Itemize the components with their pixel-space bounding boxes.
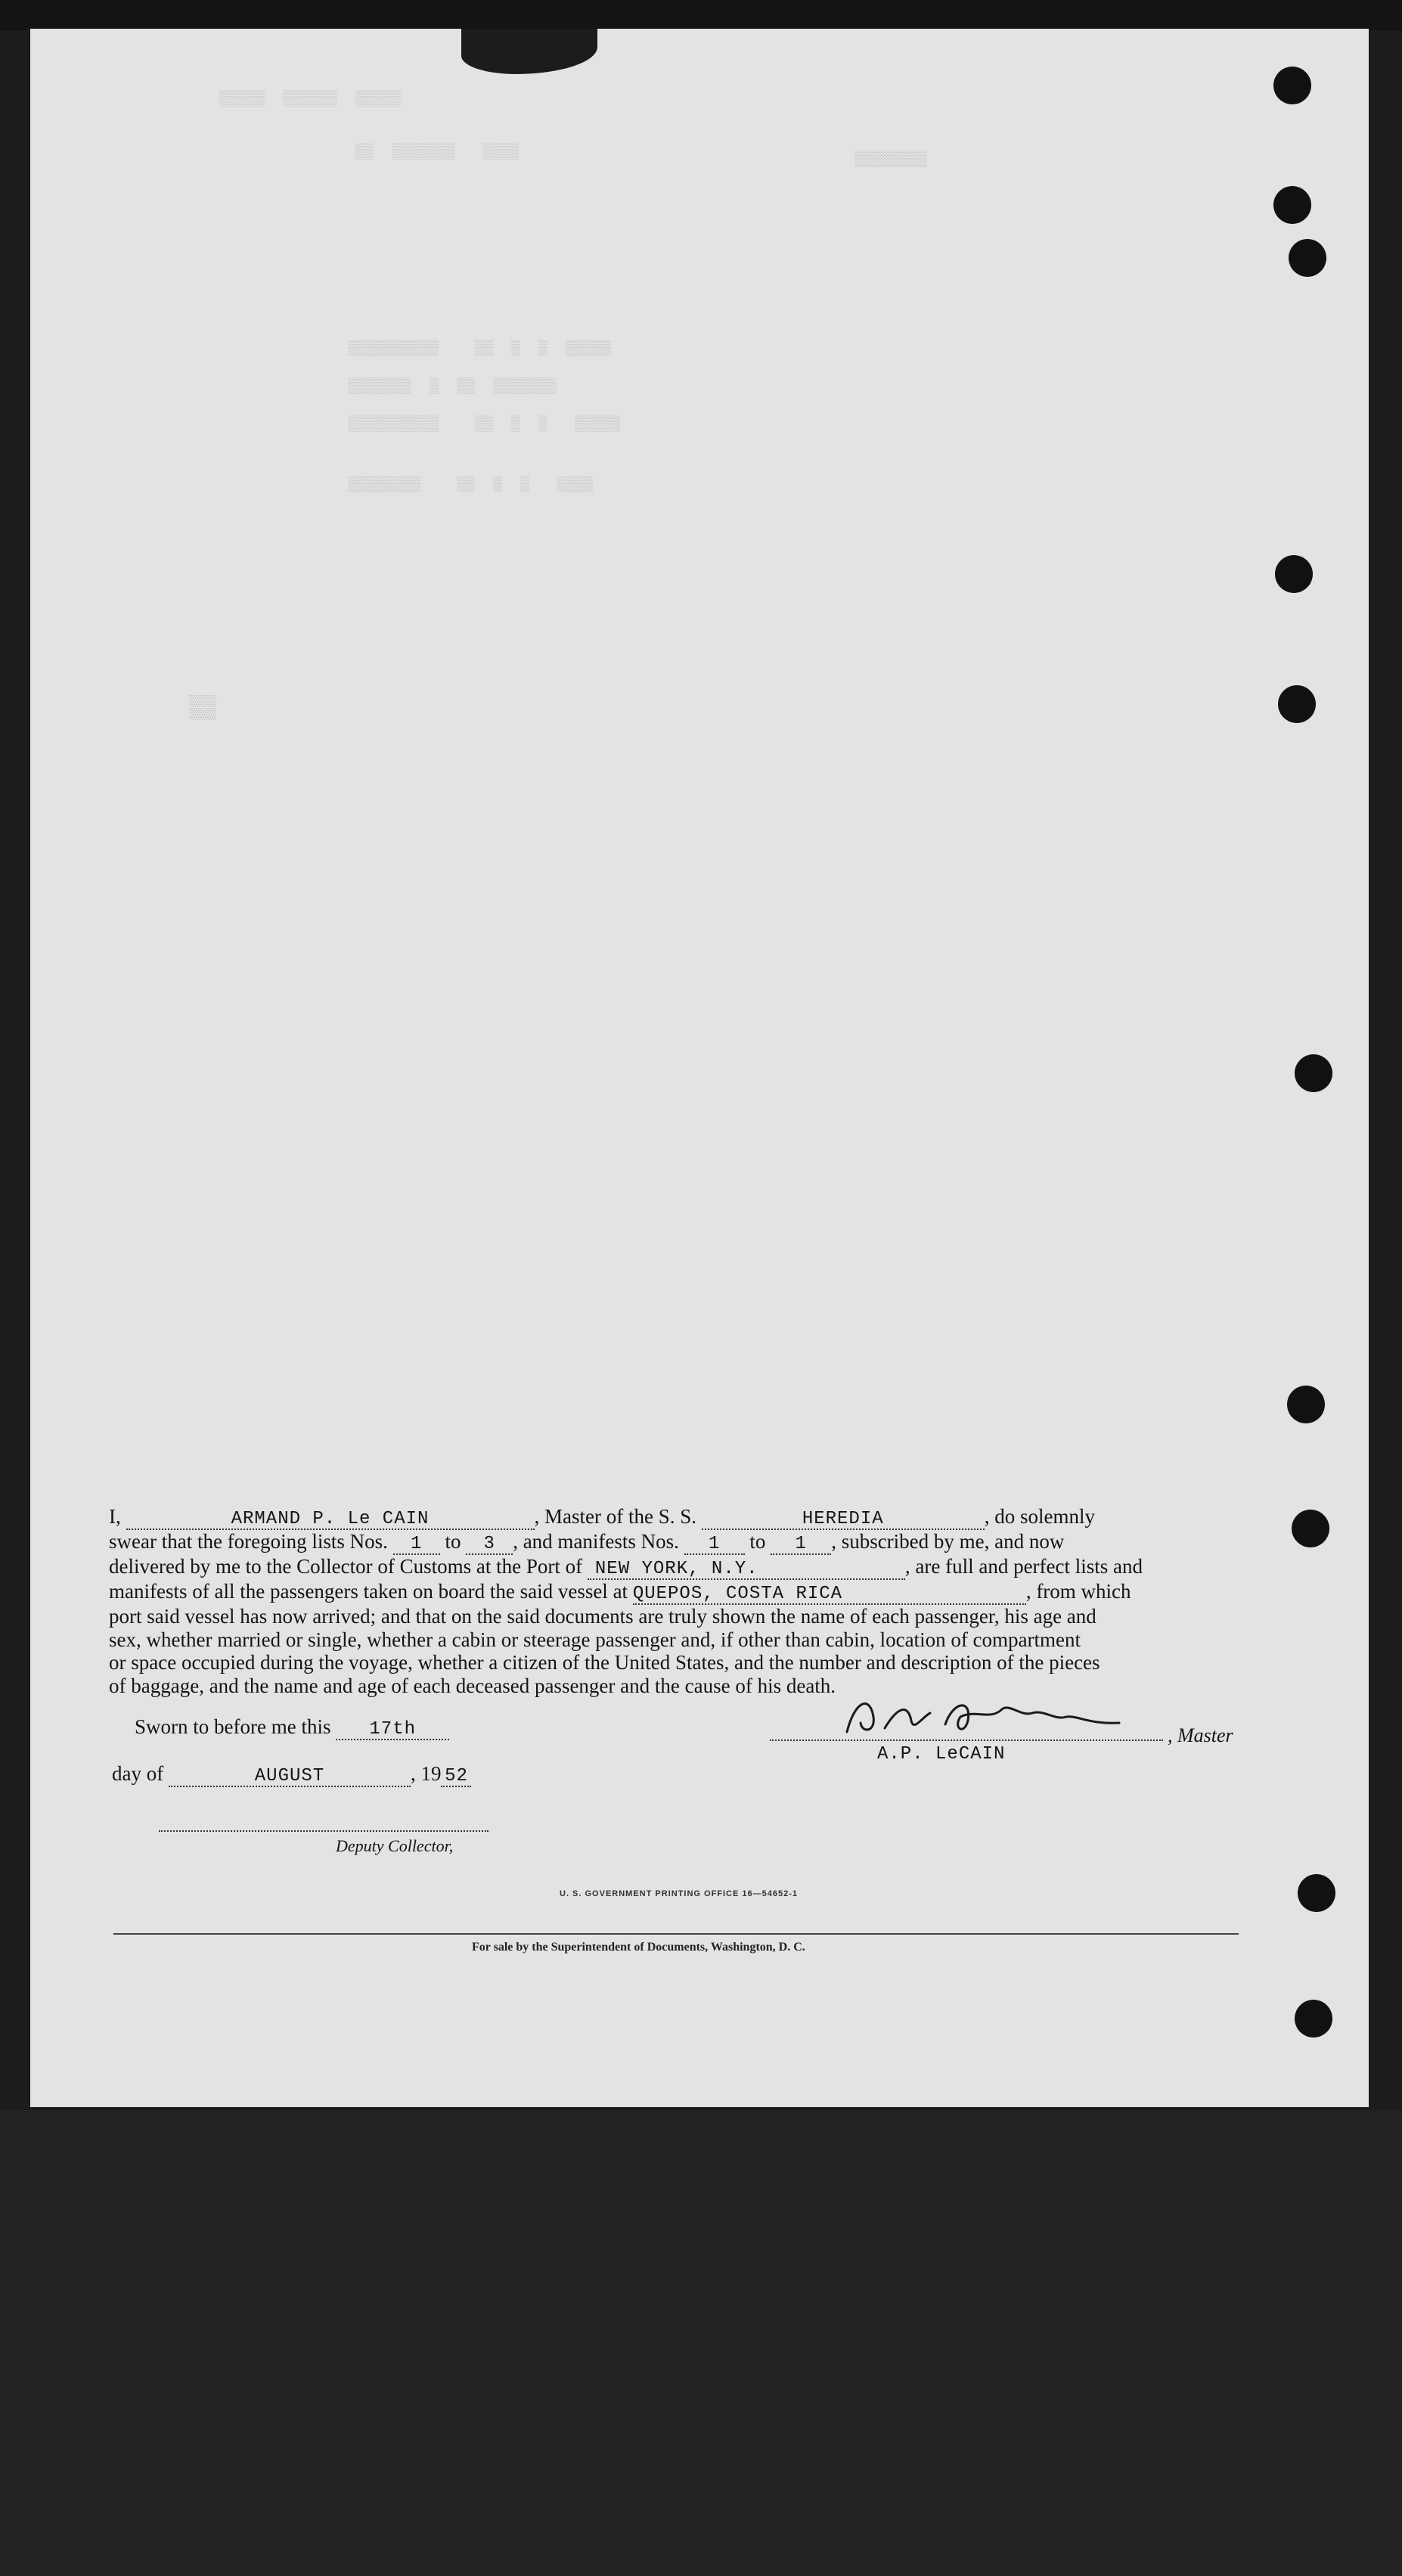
sworn-label: Sworn to before me this	[135, 1715, 331, 1738]
day-of-line	[112, 1762, 471, 1787]
film-border-top	[0, 0, 1402, 30]
list-from-field: 1	[393, 1535, 440, 1555]
sworn-day-field: 17th	[336, 1721, 449, 1740]
year-prefix: , 19	[410, 1762, 442, 1785]
oath-text: I,	[109, 1505, 121, 1528]
footer-rule	[113, 1933, 1239, 1935]
deputy-collector-label: Deputy Collector,	[336, 1836, 454, 1855]
binder-hole	[1273, 67, 1311, 104]
oath-line-7: or space occupied during the voyage, whether a citizen of the United States, and the number and description of the pieces	[109, 1651, 1100, 1674]
oath-line-1	[109, 1505, 1240, 1530]
oath-text: delivered by me to the Collector of Customs at the Port of	[109, 1555, 583, 1578]
oath-paragraph	[109, 1505, 1240, 1697]
vessel-name-field: HEREDIA	[702, 1510, 985, 1530]
oath-text: to	[445, 1530, 461, 1553]
film-border-bottom	[0, 2110, 1402, 2576]
master-signature-line	[770, 1740, 1163, 1741]
oath-text: , and manifests Nos.	[513, 1530, 679, 1553]
oath-text: , Master of the S. S.	[534, 1505, 696, 1528]
oath-text: , are full and perfect lists and	[904, 1555, 1143, 1578]
oath-text: manifests of all the passengers taken on board the said vessel at	[109, 1580, 628, 1603]
binder-hole	[1292, 1510, 1329, 1547]
master-name-field: ARMAND P. Le CAIN	[126, 1510, 535, 1530]
handwritten-signature	[839, 1687, 1127, 1747]
departure-port-field: QUEPOS, COSTA RICA	[633, 1585, 1026, 1605]
oath-text: to	[749, 1530, 766, 1553]
manifest-to-field: 1	[771, 1535, 831, 1555]
master-label: , Master	[1168, 1724, 1233, 1746]
binder-hole	[1287, 1386, 1325, 1423]
oath-line-6: sex, whether married or single, whether a cabin or steerage passenger and, if other than cabin, location of compartment	[109, 1628, 1081, 1651]
binder-hole	[1275, 555, 1313, 593]
binder-hole	[1278, 685, 1316, 723]
list-to-field: 3	[466, 1535, 513, 1555]
signature-printed-name: A.P. LeCAIN	[877, 1744, 1006, 1764]
printing-office-line: U. S. GOVERNMENT PRINTING OFFICE 16—54652-1	[560, 1889, 799, 1898]
sworn-month-field: AUGUST	[169, 1768, 411, 1787]
manifest-from-field: 1	[684, 1535, 745, 1555]
oath-line-3	[109, 1555, 1240, 1580]
oath-line-5: port said vessel has now arrived; and that on the said documents are truly shown the name of each passenger, his age and	[109, 1605, 1096, 1628]
sworn-line	[135, 1715, 449, 1740]
oath-line-4	[109, 1580, 1240, 1605]
day-of-label: day of	[112, 1762, 164, 1785]
binder-hole	[1295, 1054, 1332, 1092]
binder-hole	[1295, 2000, 1332, 2038]
document-page	[30, 29, 1369, 2107]
oath-text: , from which	[1025, 1580, 1131, 1603]
oath-line-8: of baggage, and the name and age of each deceased passenger and the cause of his death.	[109, 1674, 836, 1697]
binder-hole	[1289, 239, 1326, 277]
oath-text: swear that the foregoing lists Nos.	[109, 1530, 388, 1553]
port-field: NEW YORK, N.Y.	[588, 1560, 905, 1580]
oath-line-2	[109, 1530, 1240, 1555]
binder-hole	[1298, 1874, 1335, 1912]
sworn-year-field: 52	[441, 1768, 471, 1787]
oath-text: , subscribed by me, and now	[831, 1530, 1065, 1553]
oath-text: , do solemnly	[984, 1505, 1095, 1528]
for-sale-notice: For sale by the Superintendent of Documents, Washington, D. C.	[472, 1941, 805, 1954]
binder-hole	[1273, 186, 1311, 224]
deputy-signature-line	[159, 1830, 489, 1832]
